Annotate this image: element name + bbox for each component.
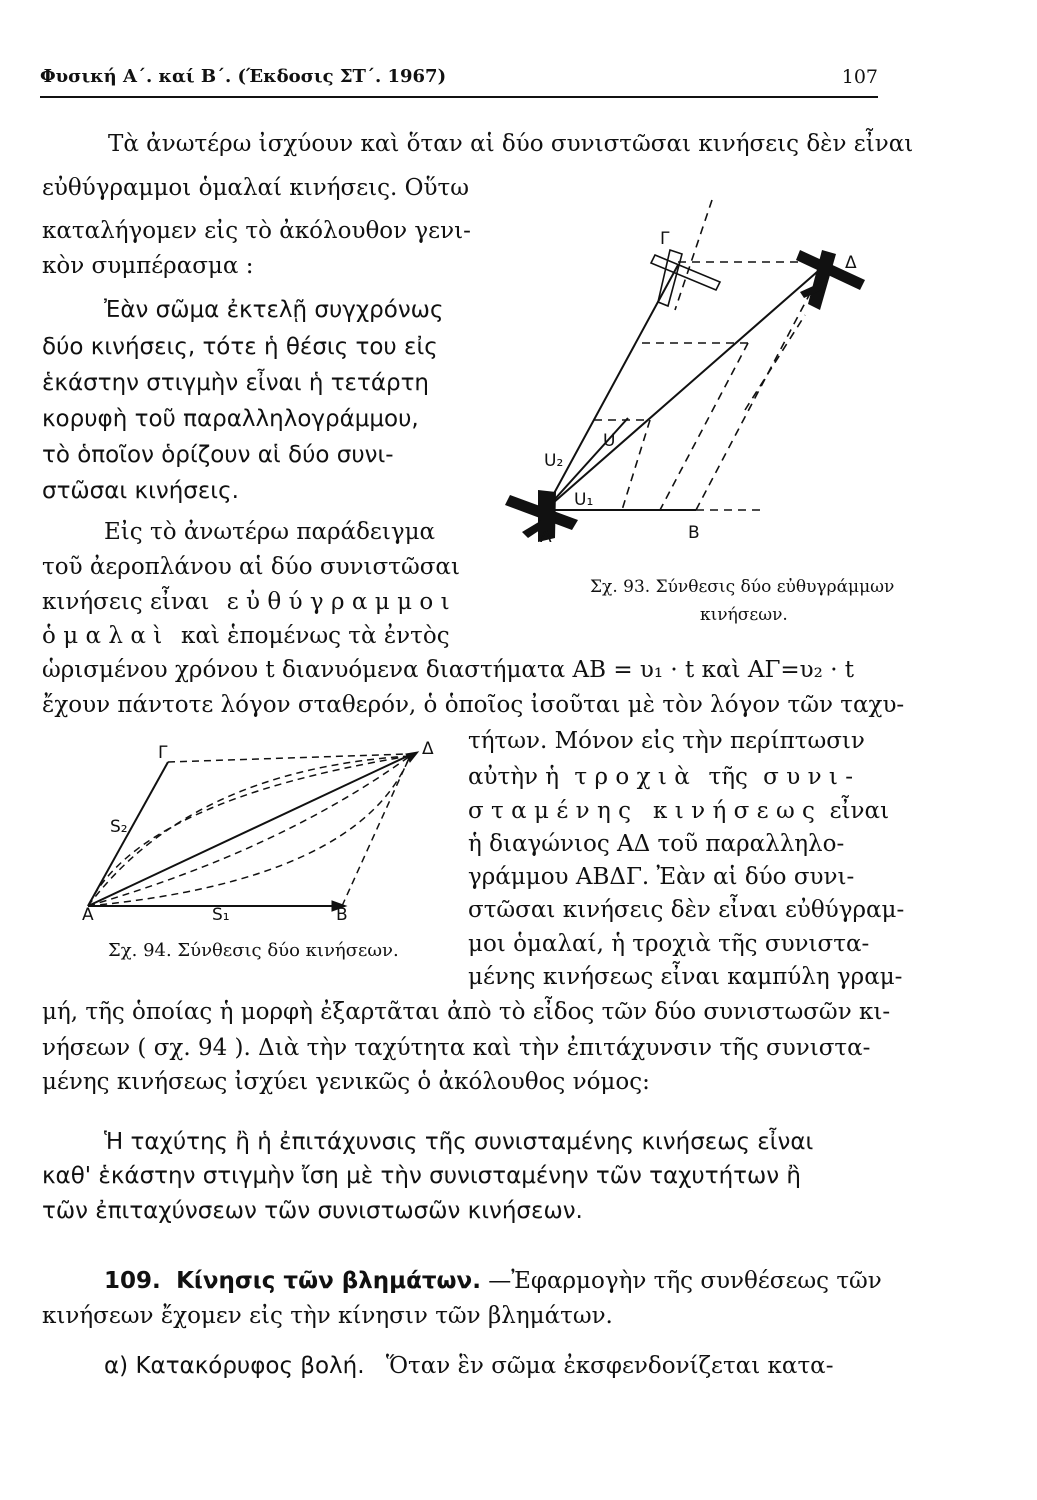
rule-line: Ἐὰν σῶμα ἐκτελῇ συγχρόνως <box>104 297 444 323</box>
text-line: ἡ διαγώνιος ΑΔ τοῦ παραλληλο- <box>468 831 845 857</box>
text-line: μένης κινήσεως εἶναι καμπύλη γραμ- <box>468 964 903 990</box>
text-line: ὡρισμένου χρόνου t διανυόμενα διαστήματα ΑΒ = υ₁ · t καὶ ΑΓ=υ₂ · t <box>42 657 855 683</box>
text-line: Τὰ ἀνωτέρω ἰσχύουν καὶ ὅταν αἱ δύο συνιστῶσαι κινήσεις δὲν εἶναι <box>108 131 914 157</box>
rule-line: κορυφὴ τοῦ παραλληλογράμμου, <box>42 406 419 432</box>
spaced-term: συνι- <box>763 764 861 790</box>
text-line: τοῦ ἀεροπλάνου αἱ δύο συνιστῶσαι <box>42 554 460 580</box>
dashed-line <box>745 315 805 410</box>
text-run: αὐτὴν ἡ <box>468 764 560 790</box>
header-title: Φυσική Α΄. καί Β΄. (Έκδοσις ΣΤ΄. 1967) <box>40 66 447 87</box>
subsection-title: α) Κατακόρυφος βολή. <box>104 1353 365 1379</box>
label-b: Β <box>688 523 700 543</box>
text-line: μή, τῆς ὁποίας ἡ μορφὴ ἐξαρτᾶται ἀπὸ τὸ εἶδος τῶν δύο συνιστωσῶν κι- <box>42 999 891 1025</box>
rule-line: δύο κινήσεις, τότε ἡ θέσις του εἰς <box>42 334 438 360</box>
rule-line: τὸ ὁποῖον ὁρίζουν αἱ δύο συνι- <box>42 442 394 468</box>
label-u: U <box>603 431 616 451</box>
text-line: Εἰς τὸ ἀνωτέρω παράδειγμα <box>104 519 436 545</box>
text-run: καὶ ἑπομένως τὰ ἐντὸς <box>180 623 450 649</box>
page-number: 107 <box>841 66 878 88</box>
text-line: καταλήγομεν εἰς τὸ ἀκόλουθον γενι- <box>42 218 471 244</box>
text-run: εἶναι <box>829 798 890 824</box>
dashed-line <box>622 420 650 510</box>
section-title: Κίνησις τῶν βλημάτων. <box>176 1268 481 1294</box>
label-u1: U₁ <box>574 490 594 510</box>
dashed-line <box>660 343 748 510</box>
rule-line: τῶν ἐπιταχύνσεων τῶν συνιστωσῶν κινήσεων. <box>42 1198 583 1224</box>
header-rule <box>40 96 878 98</box>
dashed-line <box>675 200 712 310</box>
running-header <box>40 66 878 87</box>
text-line: μένης κινήσεως ἰσχύει γενικῶς ὁ ἀκόλουθος νόμος: <box>42 1069 650 1095</box>
dashed-line <box>696 265 825 510</box>
text-line <box>42 588 457 616</box>
figure-93 <box>500 220 860 550</box>
text-line <box>468 763 860 791</box>
label-u2: U₂ <box>544 451 564 471</box>
label-delta: Δ <box>845 253 857 273</box>
figure-93-caption: Σχ. 93. Σύνθεσις δύο εὐθυγράμμων <box>590 577 895 597</box>
rule-line: Ἡ ταχύτης ἢ ἡ ἐπιτάχυνσις τῆς συνισταμένης κινήσεως εἶναι <box>104 1129 814 1155</box>
rule-line: καθ' ἑκάστην στιγμὴν ἴση μὲ τὴν συνισταμένην τῶν ταχυτήτων ἢ <box>42 1163 802 1189</box>
section-number: 109. <box>104 1268 161 1294</box>
label-s2: S₂ <box>110 817 128 837</box>
text-line: εὐθύγραμμοι ὁμαλαί κινήσεις. Οὕτω <box>42 175 469 201</box>
text-line: νήσεων ( σχ. 94 ). Διὰ τὴν ταχύτητα καὶ τὴν ἐπιτάχυνσιν τῆς συνιστα- <box>42 1035 871 1061</box>
text-line: στῶσαι κινήσεις δὲν εἶναι εὐθύγραμ- <box>468 897 905 923</box>
text-line <box>468 797 889 825</box>
text-line: ἔχουν πάντοτε λόγον σταθερόν, ὁ ὁποῖος ἰσοῦται μὲ τὸν λόγον τῶν ταχυ- <box>42 692 905 718</box>
text-line: κὸν συμπέρασμα : <box>42 253 254 279</box>
text-run: κινήσεις εἶναι <box>42 589 210 615</box>
text-line: γράμμου ΑΒΔΓ. Ἐὰν αἱ δύο συνι- <box>468 864 855 890</box>
label-gamma: Γ <box>660 229 670 249</box>
text-line: κινήσεων ἔχομεν εἰς τὴν κίνησιν τῶν βλημάτων. <box>42 1303 613 1329</box>
label-s1: S₁ <box>212 905 230 925</box>
label-delta: Δ <box>422 739 434 759</box>
text-line <box>104 1352 833 1380</box>
figure-94-caption: Σχ. 94. Σύνθεσις δύο κινήσεων. <box>108 940 399 961</box>
text-line: τήτων. Μόνον εἰς τὴν περίπτωσιν <box>468 728 865 754</box>
section-heading <box>104 1267 882 1295</box>
spaced-term: τροχιὰ <box>574 764 698 790</box>
label-a: Α <box>540 527 552 547</box>
text-run: Ὅταν ἓν σῶμα ἐκσφενδονίζεται κατα- <box>385 1353 834 1379</box>
label-gamma: Γ <box>158 743 168 763</box>
resultant-line <box>545 265 825 510</box>
rule-line: ἑκάστην στιγμὴν εἶναι ἡ τετάρτη <box>42 370 430 396</box>
spaced-term: σταμένης κινήσεως <box>468 798 823 824</box>
text-line: μοι ὁμαλαί, ἡ τροχιὰ τῆς συνιστα- <box>468 931 870 957</box>
resultant-line <box>88 754 412 906</box>
text-line <box>42 622 450 650</box>
figure-93-caption: κινήσεων. <box>700 605 788 625</box>
label-b: Β <box>336 905 348 925</box>
figure-94 <box>80 739 440 925</box>
s2-line <box>88 762 168 906</box>
text-run: τῆς <box>708 764 748 790</box>
spaced-term: εὐθύγραμμοι <box>226 589 458 615</box>
text-run: —Ἐφαρμογὴν τῆς συνθέσεως τῶν <box>488 1268 882 1294</box>
spaced-term: ὁμαλαὶ <box>42 623 170 649</box>
label-a: Α <box>82 905 94 925</box>
dashed-line <box>168 754 408 762</box>
rule-line: στῶσαι κινήσεις. <box>42 478 239 504</box>
